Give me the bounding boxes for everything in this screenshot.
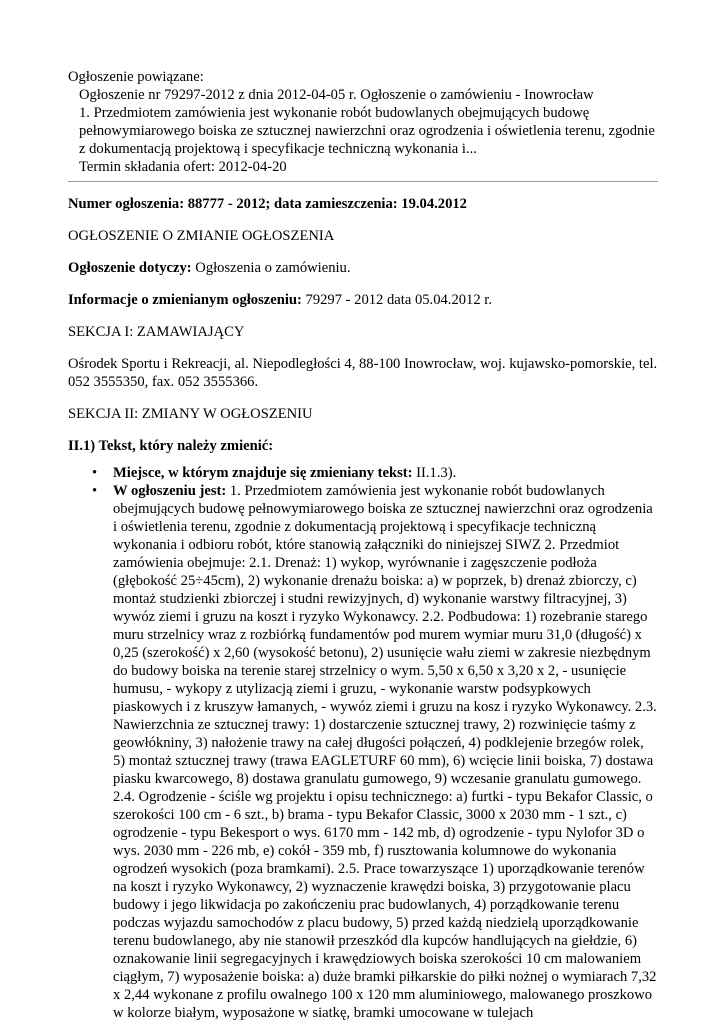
list-item — [92, 464, 658, 482]
related-notice-line: pełnowymiarowego boiska ze sztucznej nawierzchni oraz ogrodzenia i oświetlenia terenu, zgodnie — [79, 123, 655, 139]
related-notice-body — [79, 86, 658, 176]
related-notice-title: Ogłoszenie powiązane: — [68, 69, 204, 85]
related-notice — [68, 68, 658, 176]
changed-notice-info-value: 79297 - 2012 data 05.04.2012 r. — [301, 292, 492, 308]
section-2-heading: SEKCJA II: ZMIANY W OGŁOSZENIU — [68, 406, 313, 422]
notice-number: Numer ogłoszenia: 88777 - 2012; data zamieszczenia: 19.04.2012 — [68, 196, 467, 212]
notice-concerns — [68, 259, 658, 277]
changed-notice-info — [68, 291, 658, 309]
notice-concerns-value: Ogłoszenia o zamówieniu. — [191, 260, 351, 276]
related-notice-deadline: Termin składania ofert: 2012-04-20 — [79, 159, 287, 175]
related-notice-line: 1. Przedmiotem zamówienia jest wykonanie robót budowlanych obejmujących budowę — [79, 105, 590, 121]
changed-notice-info-label: Informacje o zmienianym ogłoszeniu: — [68, 292, 302, 308]
notice-concerns-label: Ogłoszenie dotyczy: — [68, 260, 192, 276]
list-item-label: Miejsce, w którym znajduje się zmieniany tekst: — [113, 465, 413, 481]
list-item-text: 1. Przedmiotem zamówienia jest wykonanie robót budowlanych obejmujących budowę pełnowymiarowego boiska ze sztucznej nawierzchni oraz ogrodzenia i oświetlenia terenu, zgodnie z dokumentacją projektową i specyfikacje techniczną wykonania i odbioru robót, które stanowią załączniki do niniejszej SIWZ 2. Przedmiot zamówienia obejmuje: 2.1. Drenaż: 1) wykop, wyrównanie i zagęszczenie podłoża (głębokość 25÷45cm), 2) wykonanie drenażu boiska: a) w poprzek, b) drenaż zbiorczy, c) montaż studzienki zbiorczej i studni rewizyjnych, d) wykonanie warstwy filtracyjnej, 3) wywóz ziemi i gruzu na koszt i ryzyko Wykonawcy. 2.2. Podbudowa: 1) rozebranie starego muru strzelnicy wraz z rozbiórką fundamentów pod murem wymiar muru 31,0 (długość) x 0,25 (szerokość) x 2,60 (wysokość betonu), 2) usunięcie wału ziemi w zakresie niezbędnym do budowy boiska na terenie starej strzelnicy o wym. 5,50 x 6,50 x 3,20 x 2, - usunięcie humusu, - wykopy z utylizacją ziemi i gruzu, - wykonanie warstw podsypkowych piaskowych i z kruszyw łamanych, - wywóz ziemi i gruzu na kosz i ryzyko Wykonawcy. 2.3. Nawierzchnia ze sztucznej trawy: 1) dostarczenie sztucznej trawy, 2) rozwinięcie taśmy z geowłókniny, 3) nałożenie trawy na całej długości połączeń, 4) podklejenie brzegów rolek, 5) montaż sztucznej trawy (trawa EAGLETURF 60 mm), 6) wcięcie linii boiska, 7) dostawa piasku kwarcowego, 8) dostawa granulatu gumowego, 9) wczesanie granulatu gumowego. 2.4. Ogrodzenie - ściśle wg projektu i opisu technicznego: a) furtki - typu Bekafor Classic, o szerokości 100 cm - 6 szt., b) brama - typu Bekafor Classic, 3000 x 2030 mm - 1 szt., c) ogrodzenie - typu Bekesport o wys. 6170 mm - 142 mb, d) ogrodzenie - typu Nylofor 3D o wys. 2030 mm - 226 mb, e) cokół - 359 mb, f) rusztowania kolumnowe do wykonania ogrodzeń wysokich (poza bramkami). 2.5. Prace towarzyszące 1) uporządkowanie terenów na koszt i ryzyko Wykonawcy, 2) wyznaczenie krawędzi boiska, 3) przygotowanie placu budowy i jego likwidacja po zakończeniu prac budowlanych, 4) porządkowanie terenu podczas wyjazdu samochodów z placu budowy, 5) przed każdą niedzielą uporządkowanie terenu budowlanego, aby nie stanowił przeszkód dla kupców handlujących na giełdzie, 6) oznakowanie linii segregacyjnych i krawędziowych boiska szerokości 10 cm malowaniem ciągłym, 7) wyposażenie boiska: a) duże bramki piłkarskie do piłki nożnej o wymiarach 7,32 x 2,44 wykonane z profilu owalnego 100 x 120 mm aluminiowego, malowanego proszkowo w kolorze białym, wyposażone w siatkę, bramki umocowane w tulejach — [113, 483, 657, 1021]
list-item-text: II.1.3). — [412, 465, 457, 481]
horizontal-divider — [68, 181, 658, 182]
changes-list — [68, 464, 658, 1022]
list-item — [92, 482, 658, 1022]
notice-type-heading: OGŁOSZENIE O ZMIANIE OGŁOSZENIA — [68, 228, 335, 244]
list-item-label: W ogłoszeniu jest: — [113, 483, 227, 499]
section-1-heading: SEKCJA I: ZAMAWIAJĄCY — [68, 324, 245, 340]
bullet-icon: • — [92, 483, 98, 499]
bullet-icon: • — [92, 465, 98, 481]
related-notice-line: z dokumentacją projektową i specyfikacje techniczną wykonania i... — [79, 141, 477, 157]
related-notice-link[interactable]: Ogłoszenie nr 79297-2012 z dnia 2012-04-05 r. Ogłoszenie o zamówieniu - Inowrocław — [79, 87, 594, 103]
document-page — [68, 68, 658, 1022]
subsection-heading: II.1) Tekst, który należy zmienić: — [68, 438, 274, 454]
contracting-authority-details: Ośrodek Sportu i Rekreacji, al. Niepodległości 4, 88-100 Inowrocław, woj. kujawsko-pomorskie, tel. 052 3555350, fax. 052 3555366. — [68, 356, 658, 390]
